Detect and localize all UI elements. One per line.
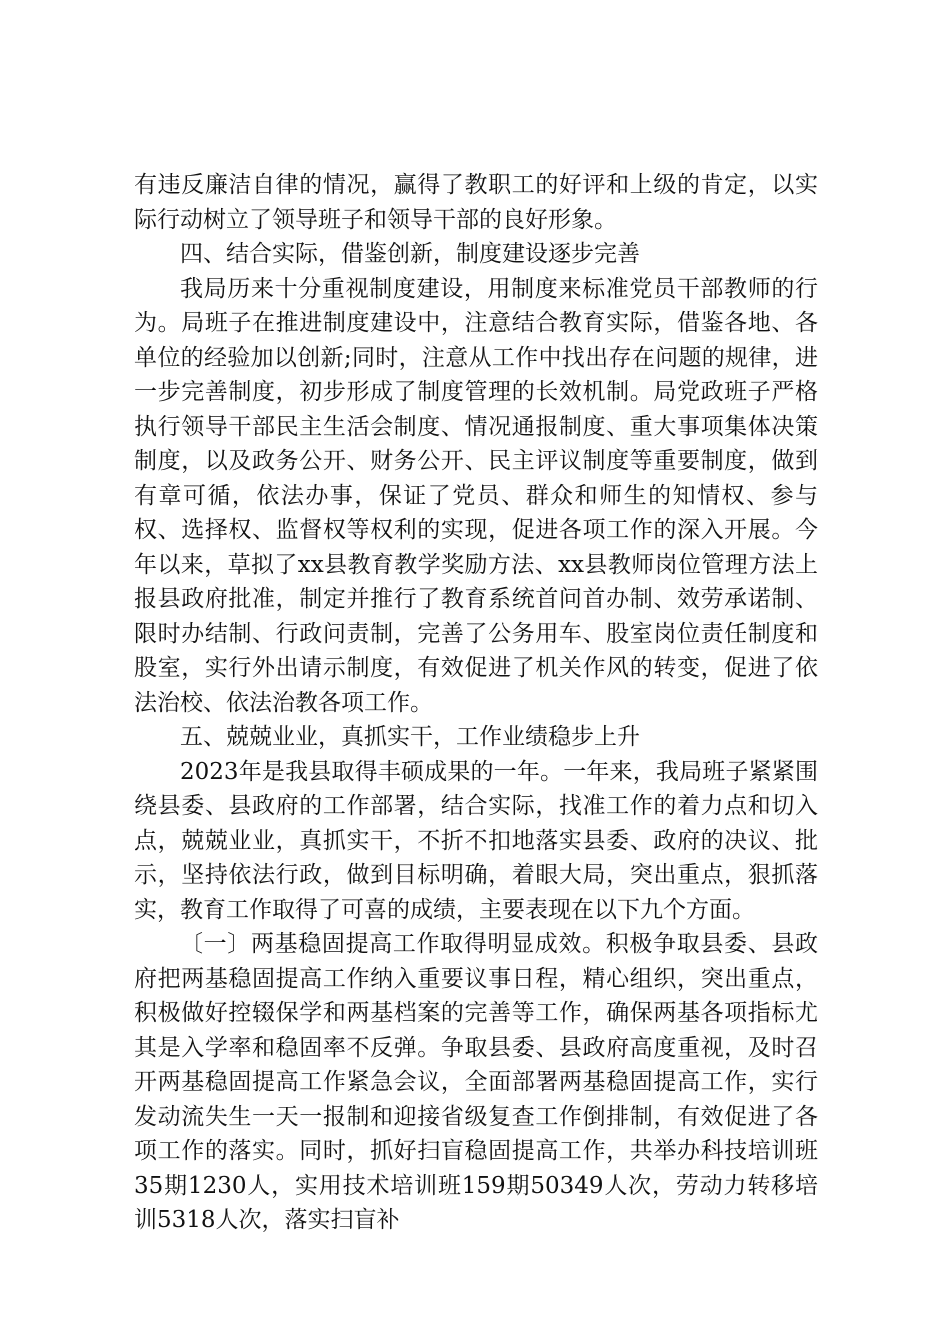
paragraph-two-basics: 〔一〕两基稳固提高工作取得明显成效。积极争取县委、县政府把两基稳固提高工作纳入重要议事日程，精心组织，突出重点，积极做好控辍保学和两基档案的完善等工作，确保两基各项指标尤其是入学率和稳固率不反弹。争取县委、县政府高度重视，及时召开两基稳固提高工作紧急会议，全面部署两基稳固提高工作，实行发动流失生一天一报制和迎接省级复查工作倒排制，有效促进了各项工作的落实。同时，抓好扫盲稳固提高工作，共举办科技培训班35期1230人，实用技术培训班159期50349人次，劳动力转移培训5318人次，落实扫盲补 (134, 931, 818, 1233)
paragraph-institution-building: 我局历来十分重视制度建设，用制度来标准党员干部教师的行为。局班子在推进制度建设中，注意结合教育实际，借鉴各地、各单位的经验加以创新;同时，注意从工作中找出存在问题的规律，进一步完善制度，初步形成了制度管理的长效机制。局党政班子严格执行领导干部民主生活会制度、情况通报制度、重大事项集体决策制度，以及政务公开、财务公开、民主评议制度等重要制度，做到有章可循，依法办事，保证了党员、群众和师生的知情权、参与权、选择权、监督权等权利的实现，促进各项工作的深入开展。今年以来，草拟了xx县教育教学奖励方法、xx县教师岗位管理方法上报县政府批准，制定并推行了教育系统首问首办制、效劳承诺制、限时办结制、行政问责制，完善了公务用车、股室岗位责任制度和股室，实行外出请示制度，有效促进了机关作风的转变，促进了依法治校、依法治教各项工作。 (134, 275, 818, 716)
section-heading-five: 五、兢兢业业，真抓实干，工作业绩稳步上升 (180, 724, 640, 750)
paragraph-annual-results: 2023年是我县取得丰硕成果的一年。一年来，我局班子紧紧围绕县委、县政府的工作部署，结合实际，找准工作的着力点和切入点，兢兢业业，真抓实干，不折不扣地落实县委、政府的决议、批示，坚持依法行政，做到目标明确，着眼大局，突出重点，狠抓落实，教育工作取得了可喜的成绩，主要表现在以下九个方面。 (134, 758, 818, 923)
section-heading-four: 四、结合实际，借鉴创新，制度建设逐步完善 (180, 241, 640, 267)
paragraph-continuation: 有违反廉洁自律的情况，赢得了教职工的好评和上级的肯定，以实际行动树立了领导班子和领导干部的良好形象。 (134, 172, 818, 233)
document-body (134, 168, 818, 1238)
